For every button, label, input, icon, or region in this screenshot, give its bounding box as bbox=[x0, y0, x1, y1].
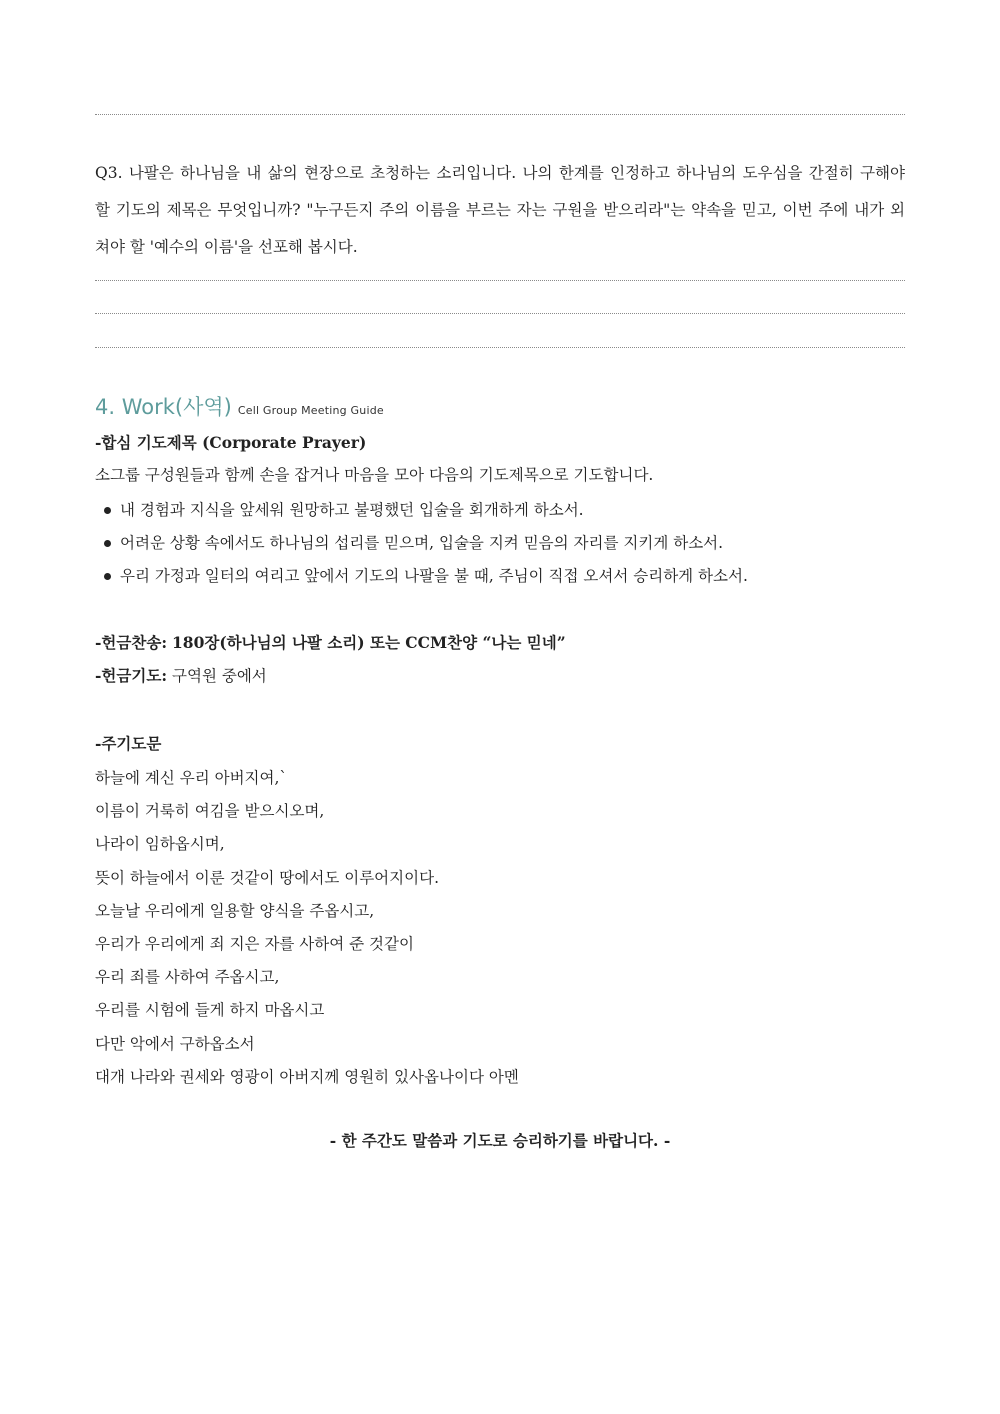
offering-prayer-label: -헌금기도: bbox=[95, 666, 168, 685]
prayer-line: 나라이 임하옵시며, bbox=[95, 835, 225, 854]
prayer-line: 우리를 시험에 들게 하지 마옵시고 bbox=[95, 1001, 325, 1020]
answer-line bbox=[95, 114, 905, 115]
lords-prayer-heading: -주기도문 bbox=[95, 734, 162, 753]
list-item-text: 우리 가정과 일터의 여리고 앞에서 기도의 나팔을 불 때, 주님이 직접 오셔서 승리하게 하소서. bbox=[120, 567, 748, 585]
prayer-line: 오늘날 우리에게 일용할 양식을 주옵시고, bbox=[95, 901, 375, 920]
section-subtitle: Cell Group Meeting Guide bbox=[237, 404, 384, 417]
offering-hymn-value: 180장(하나님의 나팔 소리) 또는 CCM찬양 “나는 믿네” bbox=[172, 633, 566, 652]
section-title bbox=[95, 391, 384, 421]
list-item-text: 내 경험과 지식을 앞세워 원망하고 불평했던 입술을 회개하게 하소서. bbox=[120, 501, 584, 519]
list-item bbox=[95, 560, 748, 593]
bullet-icon bbox=[104, 540, 111, 547]
prayer-line: 하늘에 계신 우리 아버지여,` bbox=[95, 769, 288, 787]
offering-prayer-value: 구역원 중에서 bbox=[172, 667, 267, 685]
offering-hymn-label: -헌금찬송: bbox=[95, 633, 168, 652]
offering-prayer bbox=[95, 665, 267, 687]
list-item-text: 어려운 상황 속에서도 하나님의 섭리를 믿으며, 입술을 지켜 믿음의 자리를 지키게 하소서. bbox=[120, 534, 724, 552]
answer-line bbox=[95, 280, 905, 281]
prayer-line: 대개 나라와 권세와 영광이 아버지께 영원히 있사옵나이다 아멘 bbox=[95, 1067, 519, 1086]
question-q3: Q3. 나팔은 하나님을 내 삶의 현장으로 초청하는 소리입니다. 나의 한계를 인정하고 하나님의 도우심을 간절히 구해야 할 기도의 제목은 무엇입니까? "누구든지 주의 이름을 부르는 자는 구원을 받으리라"는 약속을 믿고, 이번 주에 내가 외쳐야 할 '예수의 이름'을 선포해 봅시다. bbox=[95, 164, 905, 256]
offering-hymn bbox=[95, 632, 566, 654]
bullet-icon bbox=[104, 573, 111, 580]
list-item bbox=[95, 494, 748, 527]
answer-line bbox=[95, 313, 905, 314]
corporate-prayer-intro: 소그룹 구성원들과 함께 손을 잡거나 마음을 모아 다음의 기도제목으로 기도합니다. bbox=[95, 466, 654, 484]
prayer-line: 뜻이 하늘에서 이룬 것같이 땅에서도 이루어지이다. bbox=[95, 868, 439, 887]
prayer-line: 다만 악에서 구하옵소서 bbox=[95, 1034, 255, 1053]
list-item bbox=[95, 527, 748, 560]
prayer-topics-list bbox=[95, 494, 748, 593]
prayer-line: 우리 죄를 사하여 주옵시고, bbox=[95, 968, 280, 987]
prayer-line: 이름이 거룩히 여김을 받으시오며, bbox=[95, 802, 325, 821]
answer-line bbox=[95, 347, 905, 348]
closing-message: - 한 주간도 말씀과 기도로 승리하기를 바랍니다. - bbox=[329, 1131, 671, 1150]
corporate-prayer-heading: -합심 기도제목 (Corporate Prayer) bbox=[95, 433, 367, 452]
section-title-text: 4. Work(사역) bbox=[95, 395, 232, 419]
lords-prayer-text bbox=[95, 762, 519, 1094]
bullet-icon bbox=[104, 507, 111, 514]
prayer-line: 우리가 우리에게 죄 지은 자를 사하여 준 것같이 bbox=[95, 935, 414, 954]
